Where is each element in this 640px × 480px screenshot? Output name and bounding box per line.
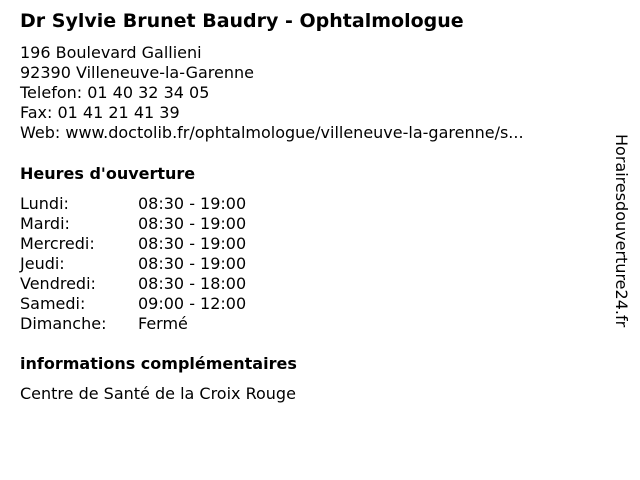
day-label: Jeudi: xyxy=(20,254,65,273)
street-address: 196 Boulevard Gallieni xyxy=(20,43,202,62)
time-value: 08:30 - 19:00 xyxy=(138,214,247,233)
day-label: Mardi: xyxy=(20,214,70,233)
fax-number: Fax: 01 41 21 41 39 xyxy=(20,103,180,122)
time-value: 08:30 - 19:00 xyxy=(138,194,247,213)
info-text: Centre de Santé de la Croix Rouge xyxy=(20,384,296,403)
time-value: 09:00 - 12:00 xyxy=(138,294,247,313)
time-value: 08:30 - 18:00 xyxy=(138,274,247,293)
site-watermark: Horairesdouverture24.fr xyxy=(612,134,631,328)
time-value: 08:30 - 19:00 xyxy=(138,234,247,253)
hours-row-saturday xyxy=(20,294,246,314)
day-label: Lundi: xyxy=(20,194,69,213)
hours-row-wednesday xyxy=(20,234,246,254)
day-label: Dimanche: xyxy=(20,314,107,333)
city-address: 92390 Villeneuve-la-Garenne xyxy=(20,63,254,82)
time-value: Fermé xyxy=(138,314,188,333)
info-heading: informations complémentaires xyxy=(20,354,297,373)
day-label: Vendredi: xyxy=(20,274,96,293)
contact-block xyxy=(20,43,524,143)
hours-row-tuesday xyxy=(20,214,246,234)
day-label: Samedi: xyxy=(20,294,86,313)
hours-row-friday xyxy=(20,274,246,294)
time-value: 08:30 - 19:00 xyxy=(138,254,247,273)
hours-row-thursday xyxy=(20,254,246,274)
hours-heading: Heures d'ouverture xyxy=(20,164,196,183)
phone-number: Telefon: 01 40 32 34 05 xyxy=(20,83,210,102)
hours-table xyxy=(20,194,246,334)
website-link[interactable]: Web: www.doctolib.fr/ophtalmologue/villeneuve-la-garenne/s... xyxy=(20,123,524,142)
day-label: Mercredi: xyxy=(20,234,95,253)
hours-row-monday xyxy=(20,194,246,214)
page-title: Dr Sylvie Brunet Baudry - Ophtalmologue xyxy=(20,10,464,32)
hours-row-sunday xyxy=(20,314,246,334)
